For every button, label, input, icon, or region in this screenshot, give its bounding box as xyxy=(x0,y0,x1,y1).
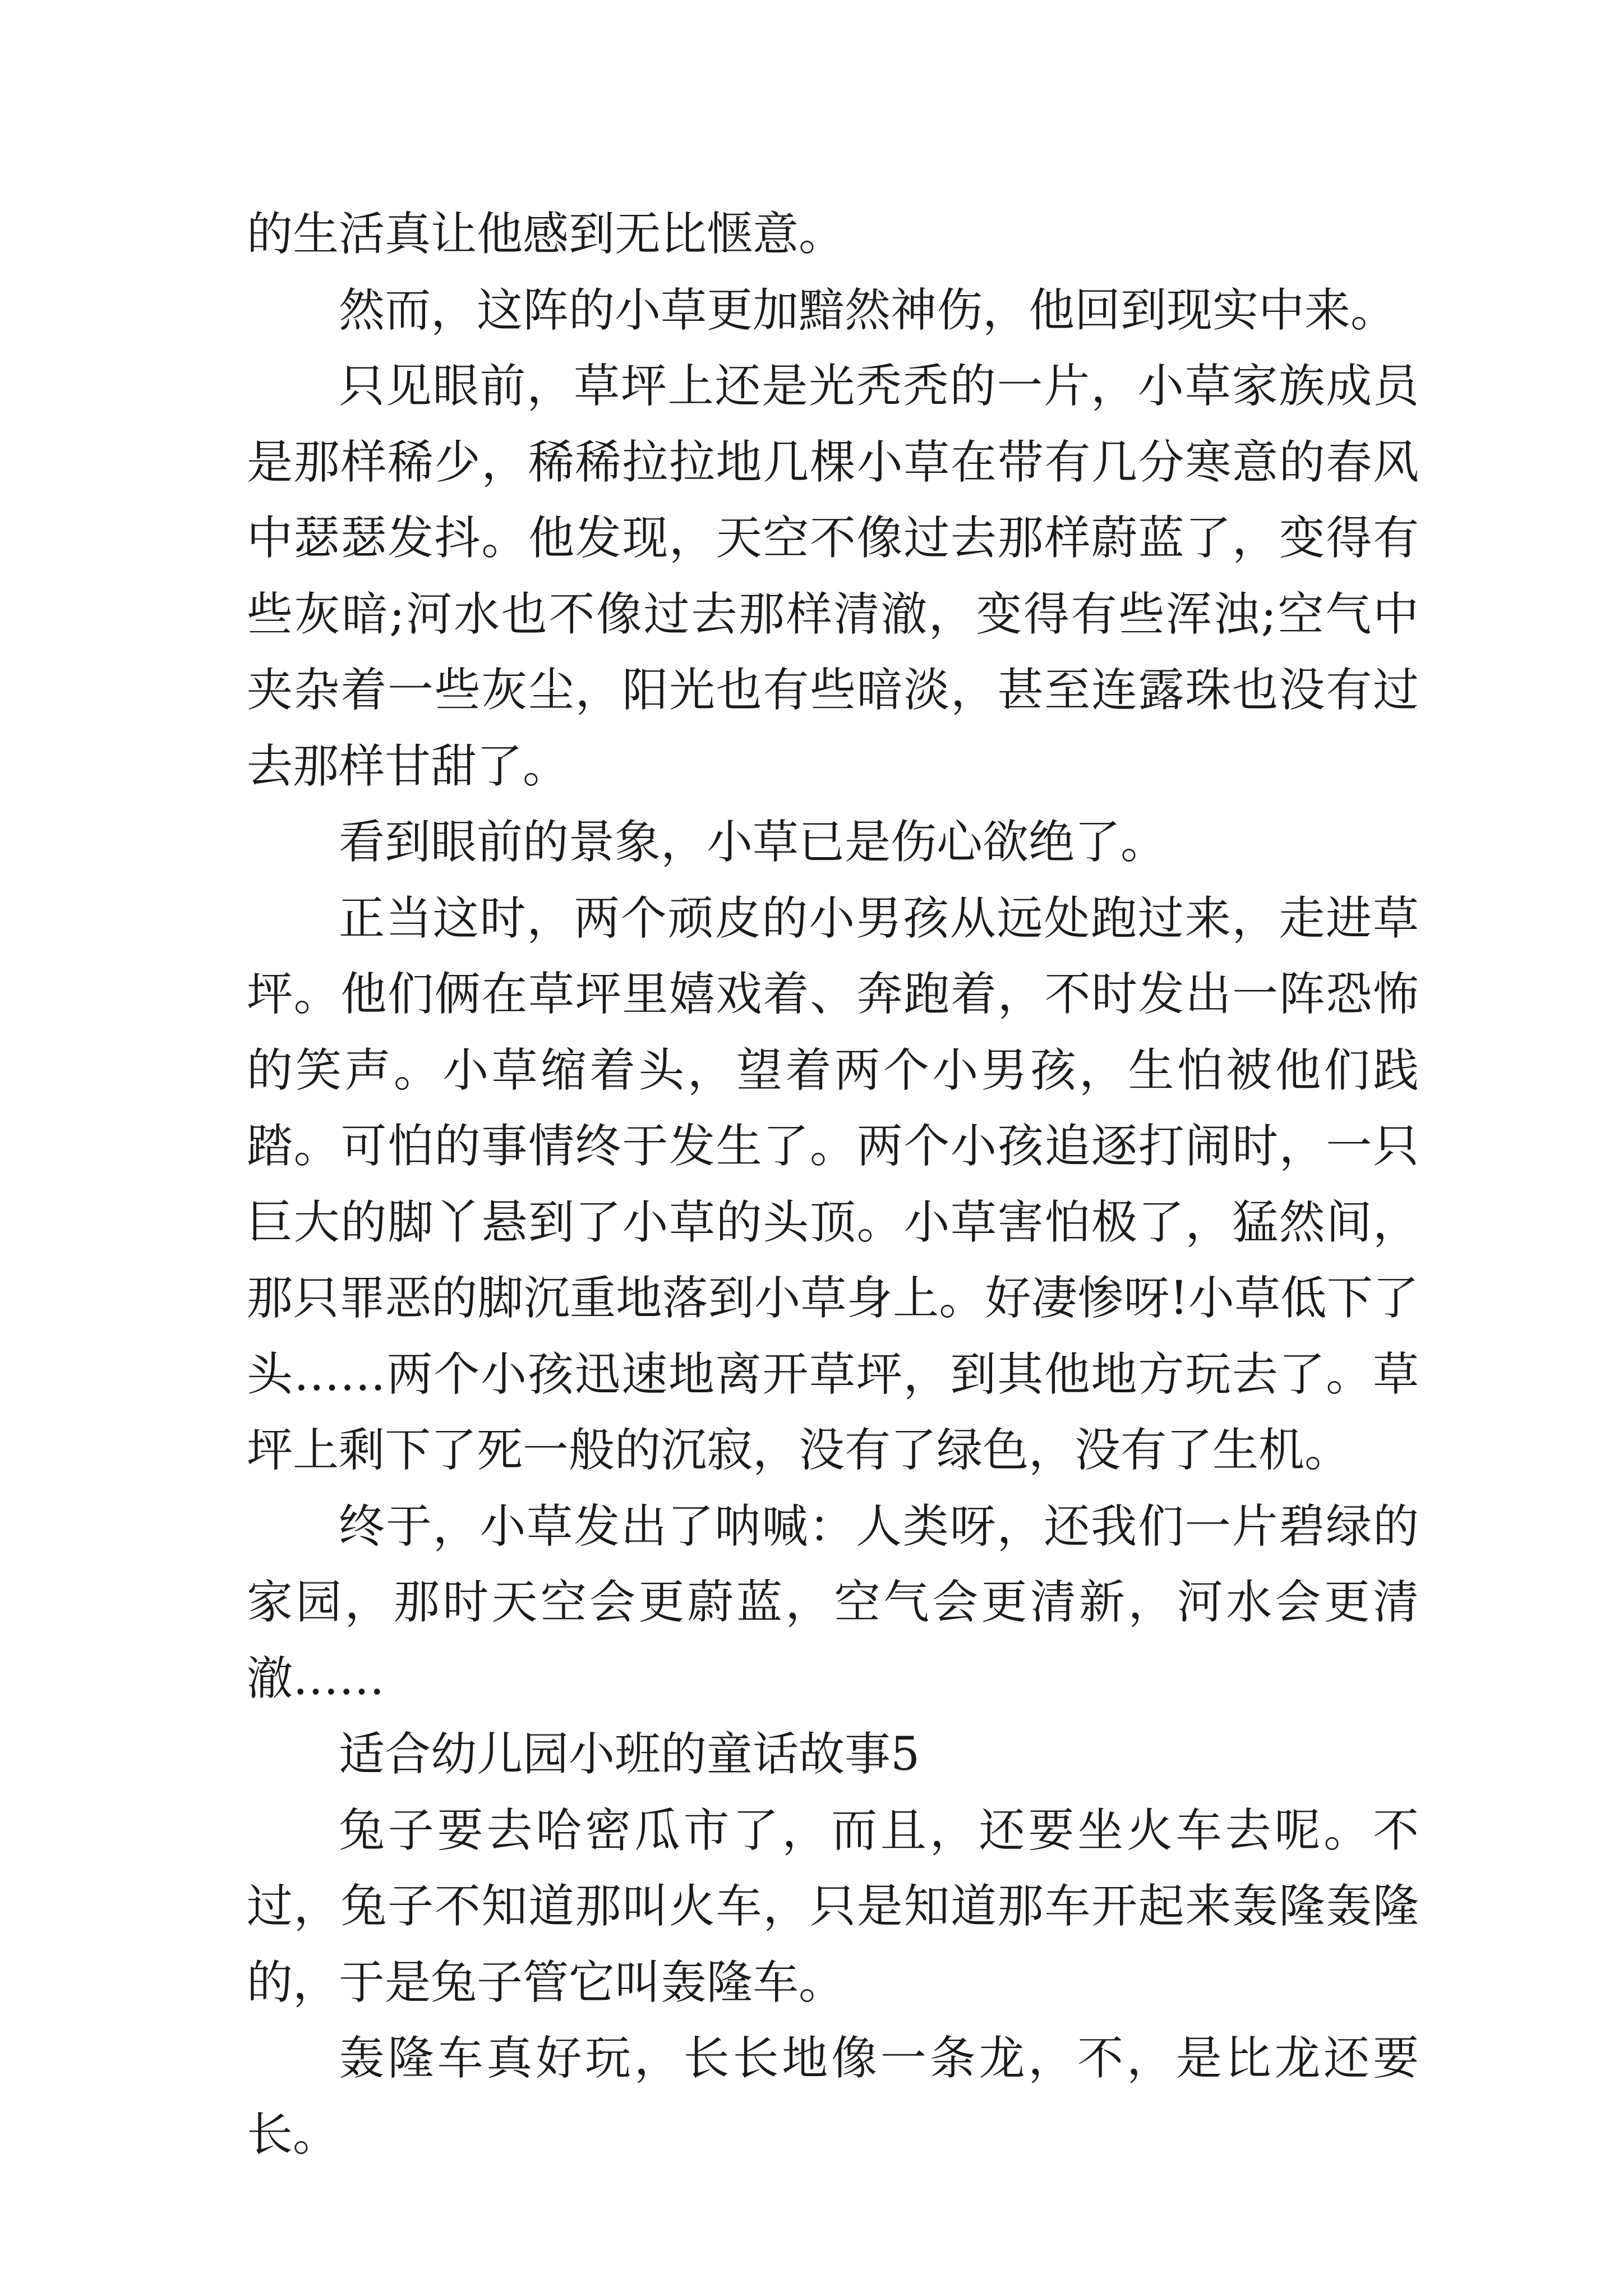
paragraph-8: 轰隆车真好玩，长长地像一条龙，不，是比龙还要长。 xyxy=(247,2032,1419,2161)
paragraph-1: 的生活真让他感到无比惬意。 xyxy=(247,208,845,261)
paragraph-7: 兔子要去哈密瓜市了，而且，还要坐火车去呢。不过，兔子不知道那叫火车，只是知道那车开起来轰隆轰隆的，于是兔子管它叫轰隆车。 xyxy=(247,1803,1419,2009)
document-body xyxy=(247,196,1419,2173)
paragraph-5: 正当这时，两个顽皮的小男孩从远处跑过来，走进草坪。他们俩在草坪里嬉戏着、奔跑着，不时发出一阵恐怖的笑声。小草缩着头，望着两个小男孩，生怕被他们践踏。可怕的事情终于发生了。两个小孩追逐打闹时，一只巨大的脚丫悬到了小草的头顶。小草害怕极了，猛然间，那只罪恶的脚沉重地落到小草身上。好凄惨呀!小草低下了头……两个小孩迅速地离开草坪，到其他地方玩去了。草坪上剩下了死一般的沉寂，没有了绿色，没有了生机。 xyxy=(247,891,1419,1477)
paragraph-4: 看到眼前的景象，小草已是伤心欲绝了。 xyxy=(339,816,1167,869)
paragraph-2: 然而，这阵的小草更加黯然神伤，他回到现实中来。 xyxy=(339,283,1397,337)
paragraph-6: 终于，小草发出了呐喊：人类呀，还我们一片碧绿的家园，那时天空会更蔚蓝，空气会更清新，河水会更清澈…… xyxy=(247,1499,1419,1705)
paragraph-3: 只见眼前，草坪上还是光秃秃的一片，小草家族成员是那样稀少，稀稀拉拉地几棵小草在带有几分寒意的春风中瑟瑟发抖。他发现，天空不像过去那样蔚蓝了，变得有些灰暗;河水也不像过去那样清澈，变得有些浑浊;空气中夹杂着一些灰尘，阳光也有些暗淡，甚至连露珠也没有过去那样甘甜了。 xyxy=(247,360,1419,793)
section-heading: 适合幼儿园小班的童话故事5 xyxy=(339,1728,920,1781)
